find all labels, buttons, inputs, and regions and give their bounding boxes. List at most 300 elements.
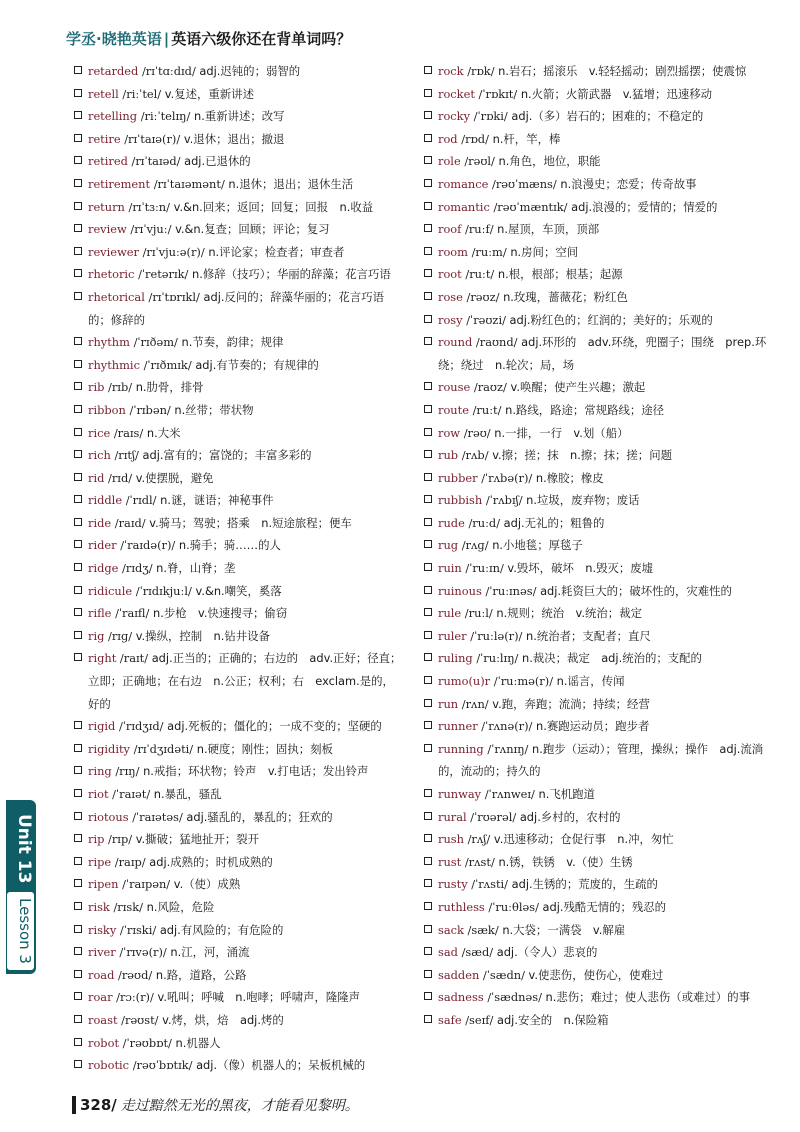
unit-label: Unit 13 (14, 814, 34, 884)
vocab-phonetic: /ˈrʌnweɪ/ (484, 787, 535, 801)
vocab-word: sadden (438, 967, 480, 982)
checkbox[interactable] (74, 292, 82, 300)
vocab-word: rifle (88, 606, 112, 621)
checkbox[interactable] (74, 608, 82, 616)
checkbox[interactable] (74, 925, 82, 933)
vocab-definition: adj.粉红色的；红润的；美好的；乐观的 (509, 312, 713, 327)
vocab-entry (74, 444, 404, 467)
vocab-definition: v.烤，烘，焙 adj.烤的 (162, 1012, 284, 1027)
checkbox[interactable] (424, 202, 432, 210)
header-separator: | (163, 30, 170, 48)
checkbox[interactable] (74, 631, 82, 639)
vocab-word: rub (438, 448, 459, 463)
vocab-phonetic: /ˈraɪətəs/ (132, 809, 183, 824)
vocab-definition: n.裁决；裁定 adj.统治的；支配的 (522, 651, 702, 666)
vocab-word: rich (88, 448, 111, 463)
vocab-phonetic: /rɔː(r)/ (116, 990, 154, 1005)
checkbox[interactable] (74, 202, 82, 210)
vocab-definition: adj.有节奏的；有规律的 (195, 357, 319, 372)
vocab-word: rhetorical (88, 289, 145, 304)
vocab-definition: adj.无礼的；粗鲁的 (503, 515, 605, 530)
checkbox[interactable] (74, 1038, 82, 1046)
checkbox[interactable] (74, 879, 82, 887)
checkbox[interactable] (424, 879, 432, 887)
vocab-definition: n.评论家；检查者；审查者 (208, 244, 345, 259)
vocab-definition: v.吼叫；呼喊 n.咆哮；呼啸声，隆隆声 (157, 990, 361, 1005)
vocab-word: rosy (438, 312, 463, 327)
vocab-phonetic: /rɪd/ (108, 470, 133, 485)
vocab-phonetic: /ˈrʌbə(r)/ (481, 470, 533, 485)
vocab-phonetic: /ˈrəʊzi/ (466, 312, 506, 327)
checkbox[interactable] (424, 224, 432, 232)
vocab-phonetic: /raɪs/ (113, 425, 144, 440)
checkbox[interactable] (424, 269, 432, 277)
vocab-definition: n.房间；空间 (510, 244, 579, 259)
vocab-phonetic: /rɪˈvjuːə(r)/ (142, 244, 205, 259)
vocab-phonetic: /ˈsædn/ (482, 967, 525, 982)
vocab-phonetic: /rəʊ/ (463, 425, 491, 440)
page-number: 328/ (80, 1096, 117, 1114)
vocab-word: rib (88, 380, 105, 395)
checkbox[interactable] (424, 789, 432, 797)
checkbox[interactable] (74, 428, 82, 436)
vocab-entry (424, 173, 774, 196)
vocab-entry (74, 105, 404, 128)
checkbox[interactable] (74, 744, 82, 752)
vocab-phonetic: /rɪdʒ/ (122, 561, 153, 576)
vocab-definition: n.角色，地位，职能 (498, 154, 601, 169)
checkbox[interactable] (74, 563, 82, 571)
vocab-entry (74, 919, 404, 942)
vocab-entry (424, 919, 774, 942)
vocab-phonetic: /rɪˈtɑːdɪd/ (141, 64, 196, 78)
checkbox[interactable] (74, 156, 82, 164)
vocab-definition: n.赛跑运动员；跑步者 (536, 719, 650, 734)
vocab-phonetic: /rɒk/ (467, 64, 495, 78)
vocab-entry (74, 263, 404, 286)
checkbox[interactable] (424, 315, 432, 323)
vocab-word: right (88, 651, 117, 666)
vocab-definition: adj.正当的；正确的；右边的 adv.正好；径直；立即；正确地；在右边 n.公正；权利；右 exclam.是的，好的 (88, 651, 402, 711)
vocab-phonetic: /raʊnd/ (475, 335, 518, 350)
checkbox[interactable] (74, 902, 82, 910)
vocab-entry (424, 580, 774, 603)
vocab-definition: n.玫瑰，蔷薇花；粉红色 (503, 289, 628, 304)
lesson-label: Lesson 3 (7, 892, 34, 970)
checkbox[interactable] (74, 405, 82, 413)
vocab-definition: n.暴乱，骚乱 (153, 787, 222, 801)
checkbox[interactable] (74, 269, 82, 277)
checkbox[interactable] (74, 766, 82, 774)
vocab-entry (74, 354, 404, 377)
vocab-definition: adj.（多）岩石的；困难的；不稳定的 (511, 109, 704, 124)
vocab-phonetic: /rɪŋ/ (115, 764, 140, 779)
checkbox[interactable] (424, 902, 432, 910)
checkbox[interactable] (424, 992, 432, 1000)
vocab-definition: n.浪漫史；恋爱；传奇故事 (560, 176, 697, 191)
vocab-word: ruinous (438, 583, 482, 598)
brand-name: 学丞·晓艳英语 (66, 30, 162, 48)
checkbox[interactable] (74, 518, 82, 526)
vocab-phonetic: /ˈrɪðəm/ (133, 335, 178, 350)
vocab-word: sack (438, 922, 464, 937)
vocab-definition: n.垃圾，废弃物；废话 (526, 493, 640, 508)
vocab-phonetic: /ˈrɪdʒɪd/ (118, 719, 164, 734)
vocab-word: reviewer (88, 244, 139, 259)
vocab-word: rhythm (88, 335, 130, 350)
vocab-definition: n.谣言，传闻 (556, 674, 625, 689)
checkbox[interactable] (74, 450, 82, 458)
vocab-word: retell (88, 86, 119, 101)
vocab-word: rug (438, 538, 459, 553)
vocab-phonetic: /rəʊst/ (121, 1012, 159, 1027)
vocab-definition: n.谜，谜语；神秘事件 (160, 493, 274, 508)
vocab-phonetic: /rʌb/ (461, 448, 489, 463)
footer-motto: 走过黯然无光的黑夜，才能看见黎明。 (120, 1098, 359, 1114)
vocab-entry (74, 896, 404, 919)
vocab-definition: n.根，根部；根基；起源 (497, 267, 623, 282)
vocab-phonetic: /rɪˈtaɪəd/ (131, 154, 181, 169)
vocab-entry (424, 625, 774, 648)
vocab-definition: v.使悲伤，使伤心，使难过 (528, 967, 664, 982)
vocab-entry (424, 557, 774, 580)
vocab-definition: n.脊，山脊；垄 (156, 561, 236, 576)
vocab-phonetic: /raɪt/ (119, 651, 149, 666)
vocab-entry (424, 941, 774, 964)
vocab-entry (74, 83, 404, 106)
checkbox[interactable] (74, 1060, 82, 1068)
checkbox[interactable] (424, 134, 432, 142)
vocab-word: rocky (438, 109, 471, 124)
vocab-definition: n.统治者；支配者；直尺 (526, 628, 651, 643)
checkbox[interactable] (74, 360, 82, 368)
vocab-entry (424, 806, 774, 829)
vocab-word: rude (438, 515, 465, 530)
vocab-word: river (88, 945, 116, 960)
left-word-column (74, 60, 404, 1077)
vocab-definition: n.大袋；一满袋 v.解雇 (502, 922, 626, 937)
vocab-definition: n.风险，危险 (146, 899, 215, 914)
vocab-word: runway (438, 787, 482, 801)
vocab-word: rust (438, 854, 462, 869)
vocab-word: rubbish (438, 493, 483, 508)
checkbox[interactable] (74, 540, 82, 548)
vocab-entry (74, 196, 404, 219)
checkbox[interactable] (424, 1015, 432, 1023)
checkbox[interactable] (424, 428, 432, 436)
vocab-entry (74, 1054, 404, 1077)
vocab-entry (424, 693, 774, 716)
vocab-definition: adj.有风险的；有危险的 (159, 922, 284, 937)
vocab-entry (424, 60, 774, 83)
vocab-entry (74, 1009, 404, 1032)
vocab-entry (74, 647, 404, 715)
checkbox[interactable] (424, 676, 432, 684)
vocab-word: ridge (88, 561, 119, 576)
checkbox[interactable] (424, 563, 432, 571)
vocab-word: rod (438, 131, 458, 146)
vocab-definition: v.骑马；驾驶；搭乘 n.短途旅程；便车 (149, 515, 352, 530)
vocab-word: retarded (88, 64, 139, 78)
vocab-entry (74, 964, 404, 987)
checkbox[interactable] (74, 473, 82, 481)
vocab-phonetic: /ˈruːlə(r)/ (470, 628, 523, 643)
checkbox[interactable] (74, 337, 82, 345)
vocab-entry (74, 173, 404, 196)
vocab-phonetic: /ˈruːɪn/ (465, 561, 504, 576)
vocab-phonetic: /ruːm/ (471, 244, 507, 259)
checkbox[interactable] (424, 89, 432, 97)
vocab-word: roof (438, 222, 462, 237)
vocab-word: ruling (438, 651, 473, 666)
vocab-phonetic: /rɪtʃ/ (114, 448, 139, 463)
vocab-entry (74, 602, 404, 625)
vocab-phonetic: /ˈretərɪk/ (138, 267, 189, 282)
checkbox[interactable] (424, 247, 432, 255)
vocab-entry (74, 218, 404, 241)
vocab-entry (424, 986, 774, 1009)
vocab-word: rush (438, 832, 464, 847)
checkbox[interactable] (424, 857, 432, 865)
vocab-definition: adj.残酷无情的；残忍的 (542, 899, 667, 914)
checkbox[interactable] (74, 179, 82, 187)
vocab-phonetic: /ˈruːθləs/ (488, 899, 539, 914)
vocab-definition: n.江，河，涌流 (170, 945, 250, 960)
vocab-word: root (438, 267, 462, 282)
vocab-definition: n.火箭；火箭武器 v.猛增；迅速移动 (520, 86, 713, 101)
vocab-entry (424, 534, 774, 557)
page-footer (72, 1090, 359, 1120)
vocab-phonetic: /ˈruːmə(r)/ (493, 674, 554, 689)
vocab-entry (424, 715, 774, 738)
vocab-definition: n.锈，铁锈 v.（使）生锈 (498, 854, 633, 869)
checkbox[interactable] (74, 857, 82, 865)
vocab-entry (74, 760, 404, 783)
vocab-entry (424, 1009, 774, 1032)
vocab-definition: n.屋顶，车顶，顶部 (497, 222, 600, 237)
vocab-phonetic: /ˈrɪski/ (119, 922, 157, 937)
vocab-word: rice (88, 425, 111, 440)
vocab-entry (74, 828, 404, 851)
vocab-entry (424, 964, 774, 987)
checkbox[interactable] (424, 586, 432, 594)
vocab-word: rider (88, 538, 117, 553)
checkbox[interactable] (424, 382, 432, 390)
vocab-entry (74, 286, 404, 331)
checkbox[interactable] (424, 540, 432, 548)
vocab-word: sad (438, 945, 458, 960)
checkbox[interactable] (424, 518, 432, 526)
vocab-definition: adj.迟钝的；弱智的 (199, 64, 301, 78)
vocab-entry (74, 399, 404, 422)
vocab-entry (74, 783, 404, 806)
checkbox[interactable] (424, 473, 432, 481)
vocab-definition: v.&n.复查；回顾；评论；复习 (175, 222, 330, 237)
checkbox[interactable] (424, 744, 432, 752)
checkbox[interactable] (424, 834, 432, 842)
vocab-word: rouse (438, 380, 471, 395)
vocab-word: route (438, 402, 469, 417)
checkbox[interactable] (424, 653, 432, 661)
checkbox[interactable] (424, 179, 432, 187)
vocab-phonetic: /ruːf/ (465, 222, 494, 237)
checkbox[interactable] (74, 247, 82, 255)
vocab-word: running (438, 741, 484, 756)
vocab-entry (424, 873, 774, 896)
vocab-entry (74, 150, 404, 173)
vocab-entry (74, 941, 404, 964)
vocab-definition: adj.反问的；辞藻华丽的；花言巧语的；修辞的 (88, 289, 384, 327)
vocab-definition: v.使摆脱，避免 (135, 470, 214, 485)
vocab-phonetic: /ruːt/ (472, 402, 502, 417)
vocab-word: run (438, 696, 459, 711)
vocab-definition: n.大米 (146, 425, 181, 440)
checkbox[interactable] (74, 947, 82, 955)
checkbox[interactable] (74, 789, 82, 797)
vocab-definition: n.路线，路途；常规路线；途径 (505, 402, 665, 417)
vocab-definition: n.悲伤；难过；使人悲伤（或难过）的事 (545, 990, 751, 1005)
vocab-entry (424, 286, 774, 309)
checkbox[interactable] (74, 812, 82, 820)
checkbox[interactable] (74, 111, 82, 119)
vocab-definition: adj.（像）机器人的；呆板机械的 (196, 1058, 366, 1073)
checkbox[interactable] (74, 653, 82, 661)
vocab-phonetic: /ruːt/ (465, 267, 495, 282)
vocab-word: ring (88, 764, 112, 779)
checkbox[interactable] (424, 292, 432, 300)
vocab-definition: v.迅速移动；仓促行事 n.冲，匆忙 (493, 832, 674, 847)
vocab-entry (424, 738, 774, 783)
checkbox[interactable] (424, 337, 432, 345)
vocab-entry (74, 128, 404, 151)
vocab-entry (74, 534, 404, 557)
vocab-word: ripe (88, 854, 112, 869)
vocab-entry (74, 580, 404, 603)
vocab-phonetic: /rɪsk/ (113, 899, 143, 914)
checkbox[interactable] (424, 970, 432, 978)
vocab-word: rose (438, 289, 463, 304)
checkbox[interactable] (74, 970, 82, 978)
vocab-definition: n.跑步（运动）；管理，操纵；操作 adj.流淌的，流动的；持久的 (438, 741, 764, 779)
vocab-entry (74, 489, 404, 512)
vocab-definition: adj.生锈的；荒废的，生疏的 (511, 877, 658, 892)
vocab-definition: n.机器人 (175, 1035, 221, 1050)
checkbox[interactable] (74, 224, 82, 232)
checkbox[interactable] (424, 450, 432, 458)
checkbox[interactable] (74, 382, 82, 390)
vocab-word: rhetoric (88, 267, 135, 282)
checkbox[interactable] (424, 111, 432, 119)
checkbox[interactable] (424, 405, 432, 413)
vocab-entry (424, 670, 774, 693)
checkbox[interactable] (74, 992, 82, 1000)
checkbox[interactable] (424, 495, 432, 503)
vocab-definition: adj.（令人）悲哀的 (496, 945, 598, 960)
vocab-definition: n.退休；退出；退休生活 (228, 176, 354, 191)
checkbox[interactable] (424, 608, 432, 616)
checkbox[interactable] (424, 66, 432, 74)
vocab-phonetic: /seɪf/ (465, 1012, 494, 1027)
vocab-entry (424, 128, 774, 151)
vocab-phonetic: /ˈrʌsti/ (471, 877, 509, 892)
vocab-definition: n.小地毯；厚毯子 (492, 538, 583, 553)
vocab-definition: n.杆，竿，棒 (492, 131, 561, 146)
right-word-column (424, 60, 774, 1032)
vocab-phonetic: /rɪˈtaɪə(r)/ (124, 131, 181, 146)
vocab-entry (74, 422, 404, 445)
vocab-word: robot (88, 1035, 120, 1050)
vocab-word: robotic (88, 1058, 130, 1073)
vocab-entry (424, 331, 774, 376)
vocab-phonetic: /ˈruːlɪŋ/ (476, 651, 519, 666)
vocab-word: retired (88, 154, 128, 169)
checkbox[interactable] (424, 156, 432, 164)
vocab-phonetic: /rʌɡ/ (461, 538, 489, 553)
vocab-definition: n.路，道路，公路 (155, 967, 247, 982)
checkbox[interactable] (74, 586, 82, 594)
vocab-phonetic: /rəʊl/ (464, 154, 495, 169)
checkbox[interactable] (424, 947, 432, 955)
vocab-phonetic: /ˈruːɪnəs/ (485, 583, 537, 598)
vocab-word: risk (88, 899, 110, 914)
checkbox[interactable] (424, 812, 432, 820)
vocab-word: roar (88, 990, 113, 1005)
vocab-phonetic: /rɪˈvjuː/ (130, 222, 172, 237)
vocab-word: rural (438, 809, 467, 824)
vocab-definition: v.唤醒；使产生兴趣；激起 (510, 380, 646, 395)
vocab-entry (424, 309, 774, 332)
checkbox[interactable] (424, 721, 432, 729)
vocab-entry (74, 376, 404, 399)
vocab-word: role (438, 154, 461, 169)
vocab-definition: n.肋骨，排骨 (135, 380, 204, 395)
checkbox[interactable] (74, 134, 82, 142)
checkbox[interactable] (424, 631, 432, 639)
checkbox[interactable] (74, 834, 82, 842)
vocab-word: rock (438, 64, 464, 78)
vocab-entry (74, 715, 404, 738)
vocab-definition: n.节奏，韵律；规律 (181, 335, 284, 350)
vocab-phonetic: /rəʊz/ (466, 289, 500, 304)
checkbox[interactable] (74, 721, 82, 729)
vocab-definition: n.岩石；摇滚乐 v.轻轻摇动；剧烈摇摆；使震惊 (498, 64, 747, 78)
checkbox[interactable] (74, 495, 82, 503)
checkbox[interactable] (74, 66, 82, 74)
vocab-definition: n.硬度；刚性；固执；刻板 (196, 741, 333, 756)
vocab-word: safe (438, 1012, 462, 1027)
vocab-definition: n.飞机跑道 (538, 787, 595, 801)
vocab-word: ruthless (438, 899, 485, 914)
vocab-phonetic: /ˈsædnəs/ (487, 990, 542, 1005)
vocab-entry (424, 422, 774, 445)
vocab-word: rid (88, 470, 105, 485)
vocab-phonetic: /riːˈtelɪŋ/ (140, 109, 191, 124)
vocab-phonetic: /rɪɡ/ (108, 628, 133, 643)
checkbox[interactable] (424, 699, 432, 707)
vocab-definition: v.复述，重新讲述 (164, 86, 254, 101)
vocab-definition: v.&n.回来；返回；回复；回报 n.收益 (173, 199, 374, 214)
vocab-definition: n.修辞（技巧）；华丽的辞藻；花言巧语 (192, 267, 391, 282)
vocab-definition: v.跑，奔跑；流淌；持续；经营 (492, 696, 650, 711)
vocab-definition: n.丝带；带状物 (174, 402, 254, 417)
vocab-definition: v.毁坏，破坏 n.毁灭；废墟 (507, 561, 654, 576)
checkbox[interactable] (424, 925, 432, 933)
checkbox[interactable] (74, 1015, 82, 1023)
checkbox[interactable] (74, 89, 82, 97)
vocab-word: ruin (438, 561, 462, 576)
vocab-phonetic: /rɪˈtaɪəmənt/ (153, 176, 225, 191)
vocab-phonetic: /ˈraɪpən/ (122, 877, 171, 892)
